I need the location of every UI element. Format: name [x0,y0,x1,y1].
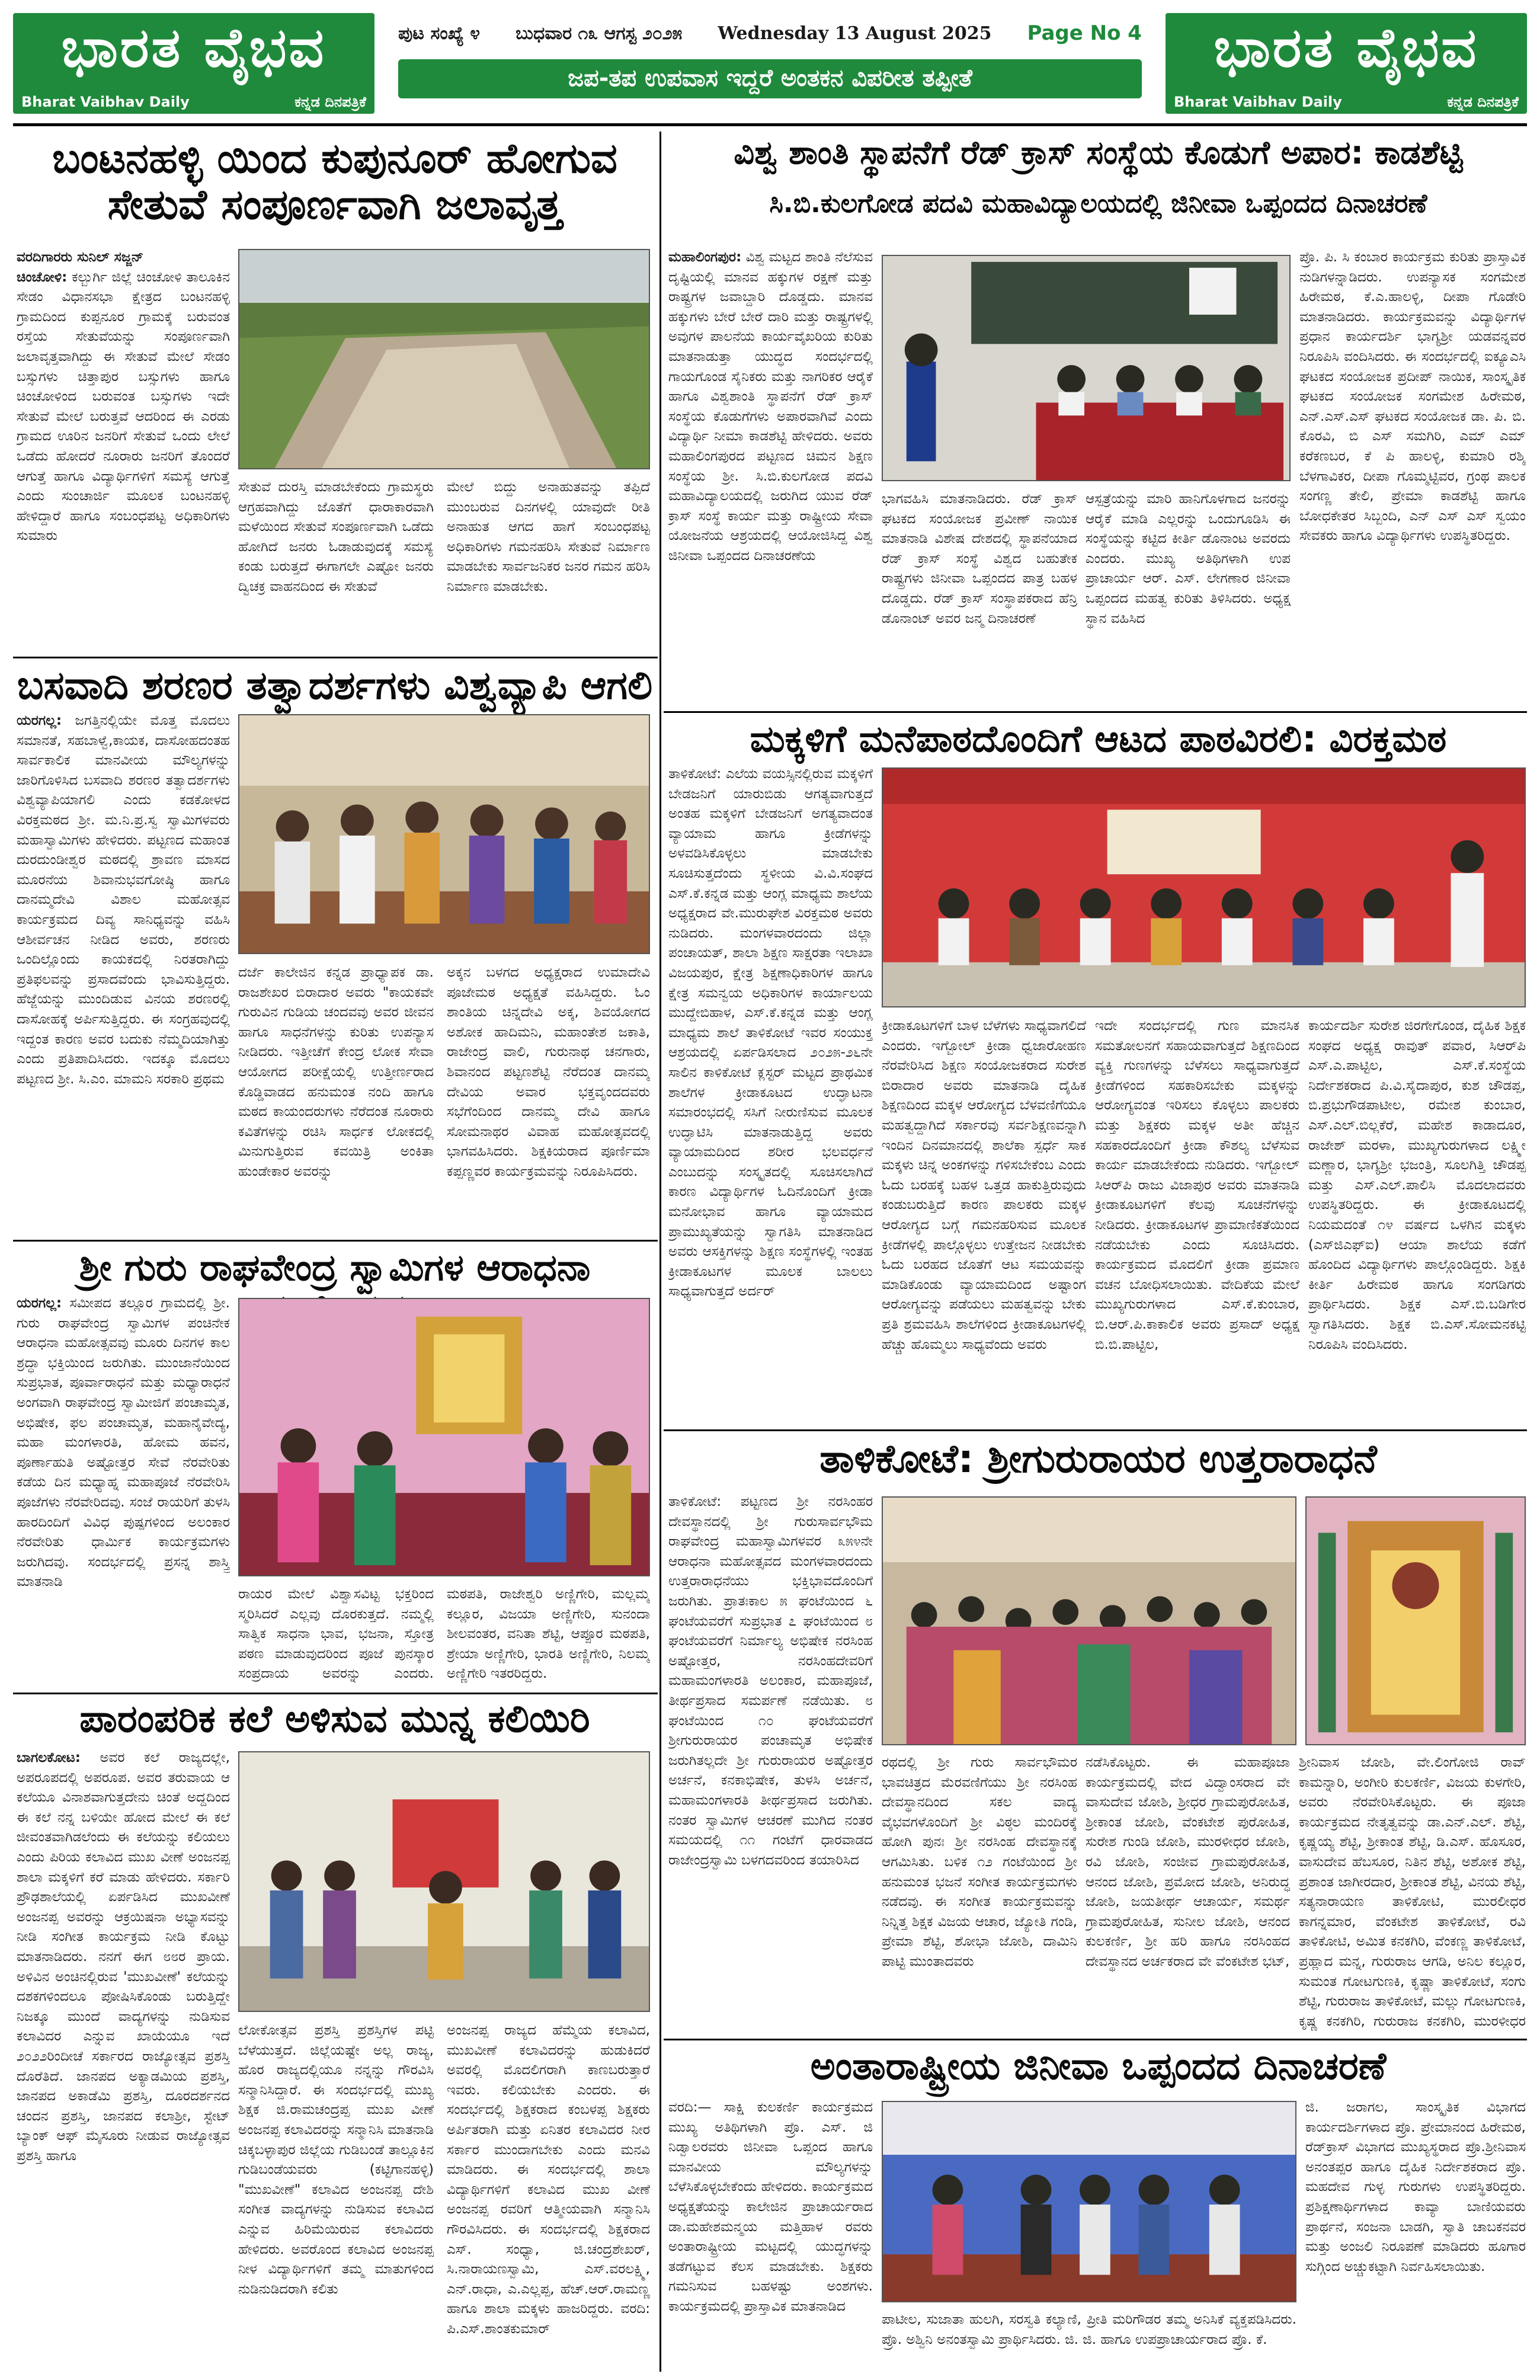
a2-dateline: ಯರಗಲ್ಲ: [17,713,62,728]
b3-col1: ತಾಳಿಕೋಟೆ: ಪಟ್ಟಣದ ಶ್ರೀ ನರಸಿಂಹರ ದೇವಸ್ಥಾನದಲ್ಲಿ ಶ್ರೀ ಗುರುಸಾರ್ವಭೌಮ ರಾಘವೇಂದ್ರ ಮಹಾಸ್ವಾಮಿಗಳವರ ೩೫೪ನೇ ಆರಾಧನಾ ಮಹೋತ್ಸವದ ಮಂಗಳವಾರದಂದು ಉತ್ತರಾರಾಧನೆಯು ಭಕ್ತಿಭಾವದೊಂದಿಗೆ ಜರುಗಿತು. ಪ್ರಾತಃಕಾಲ ೫ ಘಂಟೆಯಿಂದ ೬ ಘಂಟೆಯವರೆಗೆ ಸುಪ್ರಭಾತ ೭ ಘಂಟೆಯಿಂದ ೮ ಘಂಟೆಯವರೆಗೆ ನಿರ್ಮಾಲ್ಯ ಅಭಿಷೇಕ ನರಸಿಂಹ ಅಷ್ಟೋತ್ತರ, ನರಸಿಂಹದೇವರಿಗೆ ಮಹಾಮಂಗಳಾರತಿ ಅಲಂಕಾರ, ಮಹಾಪೂಜೆ, ತೀರ್ಥಪ್ರಸಾದ ಸಮರ್ಪಣೆ ನಡೆಯಿತು. ೮ ಘಂಟೆಯಿಂದ ೧೦ ಘಂಟೆಯವರೆಗೆ ಶ್ರೀಗುರುರಾಯರ ಪಂಚಾಮೃತ ಅಭಿಷೇಕ ಜರುಗಿತಲ್ಲದೇ ಶ್ರೀ ಗುರುರಾಯರ ಅಷ್ಟೋತ್ತರ ಅರ್ಚನೆ, ಕನಕಾಭಿಷೇಕ, ತುಳಸಿ ಅರ್ಚನೆ, ಮಹಾಮಂಗಳಾರತಿ ತೀರ್ಥಪ್ರಸಾದ ಜರುಗಿತು. ನಂತರ ಸ್ವಾಮಿಗಳ ಆಚರಣೆ ಮುಗಿದ ನಂತರ ಸಮಯದಲ್ಲಿ ೧೧ ಗಂಟೆಗೆ ಧಾರವಾಡದ ರಾಜೇಂದ್ರಸ್ವಾಮಿ ಬಳಗದವರಿಂದ ತಯಾರಿಸಿದ [668,1494,873,1868]
a4-col1-text: ಅವರ ಕಲೆ ರಾಜ್ಯದಲ್ಲೇ, ಅಪರೂಪದಲ್ಲಿ ಅಪರೂಪ. ಅವರ ತರುವಾಯ ಆ ಕಲೆಯೂ ವಿನಾಶವಾಗುತ್ತದೇನು ಚಿಂತೆ ಅದ್ದದಿಂದ ಈ ಕಲೆ ನನ್ನ ಬಳಿಯೇ ಹೋದ ಮೇಲೆ ಈ ಕಲೆ ಜೀವಂತವಾಗಿಡಲೆಂದು ಈ ಕಲೆಯನ್ನು ಕಲಿಯಲು ಎಂದು ಪಿರಿಯ ಕಲಾವಿದ ಮುಖ ವೀಣೆ ಅಂಜನಪ್ಪ ಶಾಲಾ ಮಕ್ಕಳಿಗೆ ಕರೆ ಮಾಡು ಹೇಳಿದರು. ಸರ್ಕಾರಿ ಪ್ರೌಢಶಾಲೆಯಲ್ಲಿ ಏರ್ಪಡಿಸಿದ ಮುಖವೀಣೆ ಅಂಜನಪ್ಪ ಅವರನ್ನು ಆಕ್ರಯಿಷನಾ ಅಭ್ಯಾಸವನ್ನು ನೀಡಿ ಸಂಗೀತ ಕಾರ್ಯಕ್ರಮ ನೀಡಿ ಕೊಟ್ಟು ಮಾತನಾಡಿದರು. ನನಗೆ ಈಗ ೮೮ರ ಪ್ರಾಯ. ಅಳಿವಿನ ಅಂಚಿನಲ್ಲಿರುವ 'ಮುಖವೀಣೆ' ಕಲೆಯನ್ನು ದಶಕಗಳಿಂದಲೂ ಪೋಷಿಸಿಕೊಂಡು ಬರುತ್ತಿದ್ದೇ ನಿಜಕ್ಕೂ ಮುಂದೆ ವಾದ್ಯಗಳನ್ನು ನುಡಿಸುವ ಕಲಾವಿದರ ಎನ್ನುವ ಖಾಯೆಯೂ ಇದೆ ೨೦೨೨ರಿಂದೀಚೆ ಸರ್ಕಾರದ ರಾಜ್ಯೋತ್ಸವ ಪ್ರಶಸ್ತಿ ದೊರೆತಿದೆ. ಜಾನಪದ ಅಕ್ಯಾಡಮಿಯ ಪ್ರಶಸ್ತಿ, ಜಾನಪದ ಅಕಾಡೆಮಿ ಪ್ರಶಸ್ತಿ, ದೂರದರ್ಶನದ ಚಂದನ ಪ್ರಶಸ್ತಿ, ಜಾನಪದ ಕಲಾಶ್ರೀ, ಸ್ಟೇಟ್ ಬ್ಯಾಂಕ್ ಆಫ್ ಮೈಸೂರು ನೀಡುವ ರಾಜ್ಯೋತ್ಸವ ಪ್ರಶಸ್ತಿ ಹಾಗೂ [17,1750,230,2164]
a2-bottom-rule [13,1240,658,1242]
column-divider [659,132,661,2372]
group-photo-art [239,1752,649,2011]
masthead-rule [13,123,1527,126]
a1-photo-flooded-bridge [238,249,650,469]
b4-col3: ಜಿ. ಜರಾಗಲ, ಸಾಂಸ್ಕೃತಿಕ ವಿಭಾಗದ ಕಾರ್ಯದರ್ಶಿಗಳಾದ ಪ್ರೊ. ಪ್ರೇಮಾನಂದ ಹಿರೇಮಠ, ರೆಡ್‌ಕ್ರಾಸ್ ವಿಭಾಗದ ಮುಖ್ಯಸ್ಥರಾದ ಪ್ರೊ.ಶ್ರೀನಿವಾಸ ಅನಂತಪ್ಪರ ಹಾಗೂ ದೈಹಿಕ ನಿರ್ದೇಶಕರಾದ ಪ್ರೊ. ಮಹದೇವ ಗುಳ್ಳ ಗುರುಗಳು ಉಪಸ್ಥಿತರಿದ್ದರು. ಪ್ರಶಿಕ್ಷಣಾರ್ಥಿಗಳಾದ ಕಾವ್ಯಾ ಬಾಣಿಯವರು ಪ್ರಾರ್ಥನೆ, ಸಂಜನಾ ಬಾಡಗಿ, ಸ್ವಾತಿ ಚಾಬಕನವರ ಮತ್ತು ಅಂಜಲಿ ನಿರೂಪಣೆ ಮಾಡಿದರು ಹೂಗಾರ ಸುಗ್ಗಿಂದ ಅಚ್ಚುಕಟ್ಟಾಗಿ ನಿರ್ವಹಿಸಲಾಯಿತು. [1305,2100,1526,2275]
b3-col3: ನಡೆಸಿಕೊಟ್ಟರು. ಈ ಮಹಾಪೂಜಾ ಕಾರ್ಯಕ್ರಮದಲ್ಲಿ ವೇದ ವಿದ್ವಾಂಸರಾದ ವೇ ವಾಸುದೇವ ಜೋಶಿ, ಶ್ರೀಧರ ಗ್ರಾಮಪುರೋಹಿತ, ಶ್ರೀಕಾಂತ ಜೋಶಿ, ವೆಂಕಟೇಶ ಪುರೋಹಿತ, ಸುರೇಶ ಗುಂಡಿ ಜೋಶಿ, ಮುರಳೀಧರ ಜೋಶಿ, ರವಿ ಜೋಶಿ, ಸಂಜೀವ ಗ್ರಾಮಪುರೋಹಿತ, ಆನಂದ ಜೋಶಿ, ಪ್ರಮೋದ ಜೋಶಿ, ಅನಿರುದ್ಧ ಜೋಶಿ, ಜಯತೀರ್ಥ ಆಚಾರ್ಯ, ಸಮರ್ಥ ಗ್ರಾಮಪುರೋಹಿತ, ಸುನೀಲ ಜೋಶಿ, ಆನಂದ ಕುಲಕರ್ಣಿ, ಶ್ರೀ ಹರಿ ಹಾಗೂ ನರಸಿಂಹದ ದೇವಸ್ಥಾನದ ಅರ್ಚಕರಾದ ವೇ ವೆಂಕಟೇಶ ಭಟ್, [1086,1755,1290,1969]
pooja-photo-art [239,1299,649,1575]
a3-col3: ಮಠಪತಿ, ರಾಜೇಶ್ವರಿ ಅಣ್ಣಿಗೇರಿ, ಮಲ್ಲಮ್ಮ ಕಲ್ಲೂರ, ವಿಜಯಾ ಅಣ್ಣಿಗೇರಿ, ಸುನಂದಾ ಶೀಲವಂತರ, ವನಿತಾ ಶೆಟ್ಟಿ, ಆಪ್ಪೂರ ಮಠಪತಿ, ಶ್ರೇಯಾ ಅಣ್ಣಿಗೇರಿ, ಭಾರತಿ ಅಣ್ಣಿಗೇರಿ, ನಿಲಮ್ಮ ಅಣ್ಣಿಗೇರಿ ಇತರರಿದ್ದರು. [447,1586,650,1682]
b1-col1-text: ವಿಶ್ವ ಮಟ್ಟದ ಶಾಂತಿ ನೆಲೆಸುವ ದೃಷ್ಟಿಯಲ್ಲಿ ಮಾನವ ಹಕ್ಕುಗಳ ರಕ್ಷಣೆ ಮತ್ತು ರಾಷ್ಟ್ರಗಳ ಜವಾಬ್ದಾರಿ ದೊಡ್ಡದು. ಮಾನವ ಹಕ್ಕುಗಳು ಬೇರೆ ಬೇರೆ ದಾರಿ ಮತ್ತು ರಾಷ್ಟ್ರಗಳಲ್ಲಿ ಅವುಗಳ ಪಾಲನೆಯ ಕಾರ್ಯವೈಖರಿಯ ಕುರಿತು ಮಾತನಾಡುತ್ತಾ ಯುದ್ಧದ ಸಂದರ್ಭದಲ್ಲಿ ಗಾಯಗೊಂಡ ಸೈನಿಕರು ಮತ್ತು ನಾಗರಿಕರ ಆರೈಕೆ ಹಾಗೂ ವಿಶ್ವಶಾಂತಿ ಸ್ಥಾಪನೆಗೆ ರೆಡ್ ಕ್ರಾಸ್ ಸಂಸ್ಥೆಯ ಕೊಡುಗೆಗಳು ಅಪಾರವಾಗಿವೆ ಎಂದು ವಿದ್ಯಾರ್ಥಿ ನೀಮಾ ಕಾಡಶೆಟ್ಟಿ ಹೇಳಿದರು. ಅವರು ಮಹಾಲಿಂಗಪುರದ ಪಟ್ಟಣದ ಚಿಮನ ಶಿಕ್ಷಣ ಸಂಸ್ಥೆಯ ಶ್ರೀ. ಸಿ.ಬಿ.ಕುಲಗೋಡ ಪದವಿ ಮಹಾವಿದ್ಯಾಲಯದಲ್ಲಿ ಜರುಗಿದ ಯುವ ರೆಡ್ ಕ್ರಾಸ್ ಸಂಸ್ಥೆ ಕಾರ್ಯ ಮತ್ತು ರಾಷ್ಟ್ರೀಯ ಸೇವಾ ಯೋಜನೆಯ ಆಶ್ರಯದಲ್ಲಿ ಆಯೋಜಿಸಿದ್ದ ವಿಶ್ವ ಜಿನೀವಾ ಒಪ್ಪಂದದ ದಿನಾಚರಣೆಯ [668,249,873,564]
idol-photo-art [1307,1498,1525,1744]
b1-col2: ಭಾಗವಹಿಸಿ ಮಾತನಾಡಿದರು. ರೆಡ್ ಕ್ರಾಸ್ ಘಟಕದ ಸಂಯೋಜಕ ಪ್ರವೀಣ್ ನಾಯಿಕ ಮಾತನಾಡಿ ವಿಶೇಷ ದೇಶದಲ್ಲಿ ಸ್ಥಾಪನೆಯಾದ ರೆಡ್ ಕ್ರಾಸ್ ಸಂಸ್ಥೆ ವಿಶ್ವದ ಬಹುತೇಕ ರಾಷ್ಟ್ರಗಳು ಜಿನೀವಾ ಒಪ್ಪಂದದ ಪಾತ್ರ ಬಹಳ ದೊಡ್ಡದು. ರೆಡ್ ಕ್ರಾಸ್ ಸಂಸ್ಥಾಪಕರಾದ ಹೆನ್ರಿ ಡೊನಾಂಟ್ ಅವರ ಜನ್ಮ ದಿನಾಚರಣೆ [882,491,1077,626]
b3-bottom-rule [664,2039,1527,2040]
logo-en: Bharat Vaibhav Daily [21,94,190,110]
logo-text: ಭಾರತ ವೈಭವ [61,16,326,79]
b3-photo-idol [1305,1496,1526,1745]
logo-tag: ಕನ್ನಡ ದಿನಪತ್ರಿಕೆ [294,94,366,110]
b1-col1 [668,248,873,704]
a4-col1 [17,1748,230,2371]
a3-dateline: ಯರಗಲ್ಲ: [17,1295,62,1311]
logo-en: Bharat Vaibhav Daily [1174,94,1342,110]
b4-col2: ಪಾಟೀಲ, ಸುಜಾತಾ ಹುಲಗಿ, ಸರಸ್ವತಿ ಕಲ್ಯಾಣಿ, ಪ್ರೀತಿ ಮರಿಗೌಡರ ತಮ್ಮ ಅನಿಸಿಕೆ ವ್ಯಕ್ತಪಡಿಸಿದರು. ಪ್ರೊ. ಅಶ್ವಿನಿ ಅನಂತಸ್ವಾಮಿ ಪ್ರಾರ್ಥಿಸಿದರು. ಜಿ. ಜಿ. ಹಾಗೂ ಉಪಪ್ರಾಚಾರ್ಯರಾದ ಪ್ರೊ. ಕೆ. [882,2312,1296,2347]
a1-byline: ವರದಿಗಾರರು ಸುನಿಲ್ ಸಜ್ಜನ್ [17,249,144,265]
a2-photo-felicitation [238,714,650,954]
a2-headline: ಬಸವಾದಿ ಶರಣರ ತತ್ವಾದರ್ಶಗಳು ವಿಶ್ವವ್ಯಾಪಿ ಆಗಲಿ [17,663,653,708]
a3-bottom-rule [13,1693,658,1694]
stage-photo-art [883,2102,1295,2301]
b3-photo-temple-crowd [882,1496,1296,1745]
a4-col2: ಲೋಕೋತ್ಸವ ಪ್ರಶಸ್ತಿ ಪ್ರಶಸ್ತಿಗಳ ಪಟ್ಟಿ ಬೆಳೆಯುತ್ತದೆ. ಜಿಲ್ಲೆಯಷ್ಟೇ ಅಲ್ಲ ರಾಜ್ಯ, ಹೊರ ರಾಜ್ಯದಲ್ಲಿಯೂ ನನ್ನನ್ನು ಗೌರವಿಸಿ ಸನ್ಮಾನಿಸಿದ್ದಾರೆ. ಈ ಸಂದರ್ಭದಲ್ಲಿ ಮುಖ್ಯ ಶಿಕ್ಷಕ ಜಿ.ರಾಮಚಂದ್ರಪ್ಪ ಮುಖ ವೀಣೆ ಅಂಜನಪ್ಪ ಕಲಾವಿದರನ್ನು ಸನ್ಮಾನಿಸಿ ಮಾತನಾಡಿ ಚಿಕ್ಕಬಳ್ಳಾಪುರ ಜಿಲ್ಲೆಯ ಗುಡಿಬಂಡೆ ತಾಲ್ಲೂಕಿನ ಗುಡಿಬಂಡೆಯವರು (ಕಟ್ಟಿಗಾನಹಳ್ಳಿ) "ಮುಖವೀಣೆ" ಕಲಾವಿದ ಅಂಜನಪ್ಪ ದೇಶಿ ಸಂಗೀತ ವಾದ್ಯಗಳನ್ನು ನುಡಿಸುವ ಕಲಾವಿದ ಎನ್ನುವ ಹಿರಿಮೆಯಿರುವ ಕಲಾವಿದರು ಹೇಳಿದರು. ಅವರೊಂದ ಕಲಾವಿದ ಅಂಜನಪ್ಪ ನೀಳ ವಿದ್ಯಾರ್ಥಿಗಳಿಗೆ ತಮ್ಮ ಮಾತುಗಳಿಂದ ನುಡಿನುಡಿದರಾಗಿ ಕಲಿತು [238,2023,434,2297]
a1-col1-text: ಕಲ್ಬುರ್ಗಿ ಜಿಲ್ಲೆ ಚಿಂಚೋಳಿ ತಾಲೂಕಿನ ಸೇಡಂ ವಿಧಾನಸಭಾ ಕ್ಷೇತ್ರದ ಬಂಟನಹಳ್ಳಿ ಗ್ರಾಮದಿಂದ ಕುಪ್ಪನೂರ ಗ್ರಾಮಕ್ಕೆ ಬರುವಂತ ರಸ್ತೆಯ ಸೇತುವೆಯನ್ನು ಸಂಪೂರ್ಣವಾಗಿ ಜಲಾವೃತ್ತವಾಗಿದ್ದು ಈ ಸೇತುವೆ ಮೇಲೆ ಸೇಡಂ ಬಸ್ಸುಗಳು ಚಿತ್ತಾಪುರ ಬಸ್ಸುಗಳು ಹಾಗೂ ಚಿಂಚೋಳಿಂದ ಬರುವಂತ ಬಸ್ಸುಗಳು ಇದೇ ಸೇತುವೆ ಮೇಲೆ ಬರುತ್ತವೆ ಆದರಿಂದ ಈ ಎರಡು ಗ್ರಾಮದ ಊರಿನ ಜನರಿಗೆ ಸೇತುವೆ ಒಂದು ಲೇಲೆ ಒಡೆದು ಹೋದರೆ ನೂರಾರು ಜನರಿಗೆ ತೊಂದರೆ ಆಗುತ್ತೆ ಹಾಗೂ ವಿದ್ಯಾರ್ಥಿಗಳಿಗೆ ಸಮಸ್ಯೆ ಆಗುತ್ತೆ ಎಂದು ಸುಂಚಾರ್ಜಿ ಮೂಲಕ ಬಂಟನಹಳ್ಳಿ ಹೇಳಿದ್ದಾರೆ ಹಾಗೂ ಸಂಬಂಧಪಟ್ಟ ಅಧಿಕಾರಿಗಳು ಸುಮಾರು [17,269,230,544]
seminar-photo-art [883,256,1289,480]
date-english: Wednesday 13 August 2025 [718,23,992,44]
b2-col3: ಇದೇ ಸಂದರ್ಭದಲ್ಲಿ ಗುಣ ಮಾನಸಿಕ ಸಮತೋಲನಗೆ ಸಹಾಯವಾಗುತ್ತದೆ ಶಿಕ್ಷಣದಿಂದ ವ್ಯಕ್ತಿ ಗುಣಗಳನ್ನು ಬೆಳೆಸಲು ಸಾಧ್ಯವಾಗುತ್ತದೆ ಕ್ರೀಡೆಗಳಿಂದ ಸಹಕಾರಿಸಬೇಕು ಮಕ್ಕಳನ್ನು ಆರೋಗ್ಯವಂತ ಇರಿಸಲು ಕೊಳ್ಳಲು ಪಾಲಕರು ಮತ್ತು ಶಿಕ್ಷಕರು ಮಕ್ಕಳ ಅತೀ ಹೆಚ್ಚಿನ ಸಹಕಾರದೊಂದಿಗೆ ಕ್ರೀಡಾ ಕೌಶಲ್ಯ ಬೆಳೆಸುವ ಕಾರ್ಯ ಮಾಡಬೇಕೆಂದು ನುಡಿದರು. ಇಗ್ಬೋಲ್ ಸಿಆರ್‌ಪಿ ರಾಜು ವಿಜಾಪುರ ಅವರು ಮಾತನಾಡಿ ಕ್ರೀಡಾಕೂಟಗಳಿಗೆ ಕೆಲವು ಸೂಚನೆಗಳನ್ನು ನೀಡಿದರು. ಕ್ರೀಡಾಕೂಟಗಳ ಪ್ರಾಮಾಣಿಕತೆಯಿಂದ ನಡೆಯಬೇಕು ಎಂದು ಸೂಚಿಸಿದರು. ಕಾರ್ಯಕ್ರಮದ ಮೊದಲಿಗೆ ಕ್ರೀಡಾ ಪ್ರಮಾಣ ವಚನ ಬೋಧಿಸಲಾಯಿತು. ವೇದಿಕೆಯ ಮೇಲೆ ಮುಖ್ಯಗುರುಗಳಾದ ಎಸ್.ಕೆ.ಕುಂಬಾರ, ಬಿ.ಆರ್.ಪಿ.ಕಾಕಾಲಿಕ ಅವರು ಪ್ರಸಾದ್ ಅಧ್ಯಕ್ಷ ಬಿ.ಬಿ.ಪಾಟ್ಟಿಲ, [1095,1018,1299,1352]
a4-col3: ಅಂಜನಪ್ಪ ರಾಜ್ಯದ ಹೆಮ್ಮೆಯ ಕಲಾವಿದ, ಮುಖವೀಣೆ ಕಲಾವಿದರನ್ನು ಹುಡುಕಿದರೆ ಅವರಲ್ಲಿ ಮೊದಲಿಗರಾಗಿ ಕಾಣಬರುತ್ತಾರೆ ಇವರು. ಕಲಿಯಬೇಕು ಎಂದರು. ಈ ಸಂದರ್ಭದಲ್ಲಿ ಶಿಕ್ಷಕರಾದ ಕಂಬಳಪ್ಪ ಶಿಕ್ಷಕರು ಅರ್ಪಿತರಾಗಿ ಮತ್ತು ಏನಿತರ ಕಲಾವಿದರ ನೀರ ಸರ್ಕಾರ ಮುಂದಾಗಬೇಕು ಎಂದು ಮನವಿ ಮಾಡಿದರು. ಈ ಸಂದರ್ಭದಲ್ಲಿ ಶಾಲಾ ವಿದ್ಯಾರ್ಥಿಗಳಿಗೆ ಕಲಾವಿದ ಮುಖ ವೀಣೆ ಅಂಜನಪ್ಪ ರವರಿಗೆ ಆತ್ಮೀಯವಾಗಿ ಸನ್ಮಾನಿಸಿ ಗೌರವಿಸಿದರು. ಈ ಸಂದರ್ಭದಲ್ಲಿ ಶಿಕ್ಷಕರಾದ ಎಸ್. ಸಂಧ್ಯಾ, ಜಿ.ಚಂದ್ರಶೇಖರ್, ಸಿ.ನಾರಾಯಣಸ್ವಾಮಿ, ಎಸ್.ವರಲಕ್ಷ್ಮಿ, ಎನ್.ರಾಧಾ, ಎ.ಎಲ್ಲಪ್ಪ, ಹೆಚ್.ಆರ್.ರಾಮಣ್ಣ ಹಾಗೂ ಶಾಲಾ ಮಕ್ಕಳು ಹಾಜರಿದ್ದರು. ವರದಿ: ಪಿ.ಎಸ್.ಶಾಂತಕುಮಾರ್ [447,2023,650,2337]
felicitation-photo-art [239,715,649,953]
b1-subheadline: ಸಿ.ಬಿ.ಕುಲಗೋಡ ಪದವಿ ಮಹಾವಿದ್ಯಾಲಯದಲ್ಲಿ ಜಿನೀವಾ ಒಪ್ಪಂದದ ದಿನಾಚರಣೆ [769,188,1427,219]
b1-dateline: ಮಹಾಲಿಂಗಪುರ: [668,249,742,265]
b1-photo-seminar [882,255,1291,481]
a2-col3: ಅಕ್ಕನ ಬಳಗದ ಅಧ್ಯಕ್ಷರಾದ ಉಮಾದೇವಿ ಪೂಜೇಮಠ ಅಧ್ಯಕ್ಷತೆ ವಹಿಸಿದ್ದರು. ಓಂ ಶಾಂತಿಯ ಚಿನ್ನದೇವಿ ಅಕ್ಕ, ಶಿವಯೋಗದ ಅಶೋಕ ಹಾದಿಮನಿ, ಮಹಾಂತೇಶ ಜಕಾತಿ, ರಾಜೇಂದ್ರ ವಾಲಿ, ಗುರುನಾಥ ಚನಗಾರು, ಶಿವಾನಂದ ಪಟ್ಟಣಶೆಟ್ಟಿ ನೆರೆದಂತ ದಾನಮ್ಮ ದೇವಿಯ ಅವಾರ ಭಕ್ತವೃಂದದವರು ಸಭೆಗೆಂದಿಂದ ದಾನಮ್ಮ ದೇವಿ ಹಾಗೂ ಸೋಮನಾಥರ ವಿವಾಹ ಮಹೋತ್ಸವದಲ್ಲಿ ಭಾಗವಹಿಸಿದರು. ಶಿಕ್ಷಕಿಯರಾದ ಪೂರ್ಣಿಮಾ ಕಪ್ಪಣ್ಣವರ ಕಾರ್ಯಕ್ರಮವನ್ನು ನಿರೂಪಿಸಿದರು. [447,965,650,1179]
b2-col4: ಕಾರ್ಯದರ್ಶಿ ಸುರೇಶ ಜಿರಗೇಗೊಂಡ, ದೈಹಿಕ ಶಿಕ್ಷಕ ಸಂಘದ ಅಧ್ಯಕ್ಷ ರಾವುತ್ ಪವಾರ, ಸಿಆರ್‌ಪಿ ಎಸ್.ಎ.ಪಾಟ್ಟಿಲ, ಎಸ್.ಕೆ.ಸಂಸ್ಥೆಯ ನಿರ್ದೇಶಕರಾದ ಪಿ.ವಿ.ಸೈದಾಪುರ, ಕುಶ ಚೌಡಪ್ಪ, ಬಿ.ಪ್ರಭುಗೌಡಪಾಟೀಲ, ರಮೇಶ ಕುಂಬಾರ, ಎಸ್.ಎಲ್.ಬಿಲ್ಲಕೆರೆ, ಮಹೇಶ ಕಾಡಾದೂರ, ರಾಜೇಶ್ ಮರಳಾ, ಮುಖ್ಯಗುರುಗಳಾದ ಲಕ್ಷ್ಮೀ ಮಣ್ಣಾರ, ಭಾಗ್ಯಶ್ರೀ ಭಜಂತ್ರಿ, ಸೂಲಗಿತ್ತಿ ಚೌಡಪ್ಪ ಮತ್ತು ಎಸ್.ಎಲ್.ಪಾಲಿಸಿ ಮೊದಲಾದವರು ಉಪಸ್ಥಿತರಿದ್ದರು. ಈ ಕ್ರೀಡಾಕೂಟದಲ್ಲಿ ನಿಯಮದಂತೆ ೧೪ ವರ್ಷದ ಒಳಗಿನ ಮಕ್ಕಳು (ಎಸ್‌ಜಿಎಫ್‌ಐ) ಆಯಾ ಶಾಲೆಯ ಕಡೆಗೆ ಹೊಂದಿದ ವಿದ್ಯಾರ್ಥಿಗಳು ಪಾಲ್ಗೊಂಡಿದ್ದರು. ಶಿಕ್ಷಕಿ ಕೀರ್ತಿ ಹಿರೇಮಠ ಹಾಗೂ ಸಂಗಡಿಗರು ಪ್ರಾರ್ಥಿಸಿದರು. ಶಿಕ್ಷಕ ಎಸ್.ಬಿ.ಬಡಿಗೇರ ಸ್ವಾಗತಿಸಿದರು. ಶಿಕ್ಷಕ ಬಿ.ಎಸ್.ಸೋಮನಕಟ್ಟಿ ನಿರೂಪಿಸಿ ವಂದಿಸಿದರು. [1308,1018,1526,1352]
issue-info-row [398,17,1142,50]
a1-col2: ಸೇತುವೆ ದುರಸ್ತಿ ಮಾಡಬೇಕೆಂದು ಗ್ರಾಮಸ್ಥರು ಆಗ್ರಹವಾಗಿದ್ದು ಜೊತೆಗೆ ಧಾರಾಕಾರವಾಗಿ ಮಳೆಯಿಂದ ಸೇತುವೆ ಸಂಪೂರ್ಣವಾಗಿ ಒಡೆದು ಹೋಗಿದೆ ಜನರು ಓಡಾಡುವುದಕ್ಕೆ ಸಮಸ್ಯೆ ಕಂಡು ಬರುತ್ತದೆ ಈಗಾಗಲೇ ಎಷ್ಟೋ ಜನರು ದ್ವಿಚಕ್ರ ವಾಹನದಿಂದ ಈ ಸೇತುವೆ [238,479,434,594]
b2-bottom-rule [664,1429,1527,1431]
a2-col1 [17,711,230,1233]
date-kannada: ಬುಧವಾರ ೧೩ ಆಗಸ್ಟ ೨೦೨೫ [516,23,683,44]
a3-col1-text: ಸಮೀಪದ ತಲ್ಲೂರ ಗ್ರಾಮದಲ್ಲಿ ಶ್ರೀ. ಗುರು ರಾಘವೇಂದ್ರ ಸ್ವಾಮಿಗಳ ಪಂಚಿನೇಕ ಆರಾಧನಾ ಮಹೋತ್ಸವವು ಮೂರು ದಿನಗಳ ಕಾಲ ಶ್ರದ್ಧಾ ಭಕ್ತಿಯಿಂದ ಜರುಗಿತು. ಮುಂಜಾನೆಯಿಂದ ಸುಪ್ರಭಾತ, ಪೂರ್ವಾರಾಧನೆ ಮತ್ತು ಮಧ್ಯಾರಾಧನೆ ಅಂಗವಾಗಿ ರಾಘವೇಂದ್ರ ಸ್ವಾಮೀಜಿಗೆ ಪಂಚಾಮೃತ, ಅಭಿಷೇಕ, ಫಲ ಪಂಚಾಮೃತ, ಮಹಾನೈವೇದ್ಯ, ಮಹಾ ಮಂಗಳಾರತಿ, ಹೋಮ ಹವನ, ಪೂರ್ಣಾಹುತಿ ಅಷ್ಟೋತ್ತರ ಸೇವೆ ನೆರವೇರಿತು ಕಡೆಯ ದಿನ ಮಧ್ಯಾಹ್ನ ಮಹಾಪೂಜೆ ನೆರವೇರಿಸಿ ಪೂಜೆಗಳು ನೆರವೇರಿದವು. ಸಂಜೆ ರಾಯರಿಗೆ ತುಳಸಿ ಹಾರದಿಂದಿಗೆ ವಿವಿಧ ಪುಷ್ಪಗಳಿಂದ ಅಲಂಕಾರ ನೆರವೇರಿತು ಧಾರ್ಮಿಕ ಕಾರ್ಯಕ್ರಮಗಳು ಜರುಗಿದವು. ಸಂದರ್ಭದಲ್ಲಿ ಪ್ರಸನ್ನ ಶಾಸ್ತ್ರಿ ಮಾತನಾಡಿ [17,1295,230,1590]
logo-sub [1174,94,1519,110]
logo-text: ಭಾರತ ವೈಭವ [1214,16,1479,79]
issue-kannada: ಪುಟ ಸಂಖ್ಯೆ ೪ [398,23,481,44]
a1-col3: ಮೇಲೆ ಬಿದ್ದು ಅನಾಹುತವನ್ನು ತಪ್ಪಿದೆ ಮುಂಬರುವ ದಿನಗಳಲ್ಲಿ ಯಾವುದೇ ರೀತಿ ಅನಾಹುತ ಆಗದ ಹಾಗೆ ಸಂಬಂಧಪಟ್ಟ ಅಧಿಕಾರಿಗಳು ಗಮನಹರಿಸಿ ಸೇತುವೆ ನಿರ್ಮಾಣ ಮಾಡಬೇಕು ಸಾರ್ವಜನಿಕರ ಜನರ ಗಮನ ಹರಿಸಿ ನಿರ್ಮಾಣ ಮಾಡಬೇಕು. [447,479,650,594]
b1-col4: ಪ್ರೊ. ಪಿ. ಸಿ ಕಂಬಾರ ಕಾರ್ಯಕ್ರಮ ಕುರಿತು ಪ್ರಾಸ್ತಾವಿಕ ನುಡಿಗಳನ್ನಾಡಿದರು. ಉಪನ್ಯಾಸಕ ಸಂಗಮೇಶ ಹಿರೇಮಠ, ಕೆ.ಎ.ಹಾಲಳ್ಳಿ, ದೀಪಾ ಗೊಡೇರಿ ಮಾತನಾಡಿದರು. ಕಾರ್ಯಕ್ರಮವನ್ನು ವಿದ್ಯಾರ್ಥಿಗಳ ಪ್ರಧಾನ ಕಾರ್ಯದರ್ಶಿ ಭಾಗ್ಯಶ್ರೀ ಯಡವನ್ನವರ ನಿರೂಪಿಸಿ ವಂದಿಸಿದರು. ಈ ಸಂದರ್ಭದಲ್ಲಿ ಐಕ್ಯೂಎಸಿ ಘಟಕದ ಸಂಯೋಜಕ ಪ್ರದೀಪ್ ನಾಯಿಕ, ಸಾಂಸ್ಕೃತಿಕ ಘಟಕದ ಸಂಯೋಜಕ ಸಂಗಮೇಶ ಹಿರೇಮಠ, ಎನ್.ಎಸ್.ಎಸ್ ಘಟಕದ ಸಂಯೋಜಕ ಡಾ. ಪಿ. ಬಿ. ಕೊರವಿ, ಬಿ ಎಸ್ ಸಮಗಿರಿ, ಎಮ್ ಎಮ್ ಕರೆಕಣಬರ, ಕೆ ಪಿ ಹಾಲಳ್ಳಿ, ಕುಮಾರಿ ರಶ್ಮಿ ಬೆಳಗಾವಿಕರ, ದೀಪಾ ಗೊಮ್ಮಟ್ಟಿವರ, ಗ್ರಂಥ ಪಾಲಕ ಸಂಗಣ್ಣ ತೇಲಿ, ಪ್ರೇಮಾ ಕಾಡಶೆಟ್ಟಿ ಹಾಗೂ ಬೋಧಕೇತರ ಸಿಬ್ಬಂದಿ, ಎನ್ ಎಸ್ ಎಸ್ ಸ್ವಯಂ ಸೇವಕರು ಹಾಗೂ ವಿದ್ಯಾರ್ಥಿಗಳು ಉಪಸ್ಥಿತರಿದ್ದರು. [1299,249,1526,544]
b3-headline: ತಾಳಿಕೋಟೆ: ಶ್ರೀಗುರುರಾಯರ ಉತ್ತರಾರಾಧನೆ [819,1436,1377,1482]
a3-photo-pooja [238,1298,650,1576]
b2-headline: ಮಕ್ಕಳಿಗೆ ಮನೆಪಾಠದೊಂದಿಗೆ ಆಟದ ಪಾಠವಿರಲಿ: ವಿರಕ್ತಮಠ [750,717,1447,760]
masthead-logo-right [1166,13,1527,114]
b4-photo-stage [882,2101,1296,2302]
a4-headline: ಪಾರಂಪರಿಕ ಕಲೆ ಅಳಿಸುವ ಮುನ್ನ ಕಲಿಯಿರಿ [79,1697,590,1741]
flood-photo-art [239,250,649,468]
b1-headline: ವಿಶ್ವ ಶಾಂತಿ ಸ್ಥಾಪನೆಗೆ ರೆಡ್ ಕ್ರಾಸ್ ಸಂಸ್ಥೆಯ ಕೊಡುಗೆ ಅಪಾರ: ಕಾಡಶೆಟ್ಟಿ [734,134,1463,171]
a1-headline: ಬಂಟನಹಳ್ಳಿ ಯಿಂದ ಕುಪುನೂರ್ ಹೋಗುವ ಸೇತುವೆ ಸಂಪೂರ್ಣವಾಗಿ ಜಲಾವೃತ್ತ [52,134,617,229]
a4-dateline: ಬಾಗಲಕೋಟ: [17,1750,81,1765]
b4-col1: ವರದಿ:— ಸಾಕ್ಷಿ ಕುಲಕರ್ಣಿ ಕಾರ್ಯಕ್ರಮದ ಮುಖ್ಯ ಅತಿಥಿಗಳಾಗಿ ಪ್ರೊ. ಎಸ್. ಜಿ ನಿಡ್ವಾಲರವರು ಜಿನೀವಾ ಒಪ್ಪಂದ ಹಾಗೂ ಮಾನವೀಯ ಮೌಲ್ಯಗಳನ್ನು ಬೆಳೆಸಿಕೊಳ್ಳಬೇಕೆಂದು ಹೇಳಿದರು. ಕಾರ್ಯಕ್ರಮದ ಅಧ್ಯಕ್ಷತೆಯನ್ನು ಕಾಲೇಜಿನ ಪ್ರಾಚಾರ್ಯರಾದ ಡಾ.ಮಹೇಶಮನ್ಮಯ ಮತ್ತಿಹಾಳ ರವರು ಅಂತಾರಾಷ್ಟ್ರೀಯ ಮಟ್ಟದಲ್ಲಿ ಯುದ್ಧಗಳನ್ನು ತಡೆಗಟ್ಟುವ ಕೆಲಸ ಮಾಡಬೇಕು. ಶಿಕ್ಷಕರು ಗಮನಿಸುವ ಬಹಳಷ್ಟು ಅಂಶಗಳು. ಕಾರ್ಯಕ್ರಮದಲ್ಲಿ ಪ್ರಾಸ್ತಾವಿಕ ಮಾತನಾಡಿದ [668,2100,873,2314]
b2-col2: ಕ್ರೀಡಾಕೂಟಗಳಿಗೆ ಬಾಳ ಬೆಳೆಗಳು ಸಾಧ್ಯವಾಗಲಿದೆ ಎಂದರು. ಇಗ್ಬೋಲ್ ಕ್ರೀಡಾ ಧ್ವಜಾರೋಹಣ ನೆರವೇರಿಸಿದ ಶಿಕ್ಷಣ ಸಂಯೋಜಕರಾದ ಸುರೇಶ ಬಿರಾದಾರ ಅವರು ಮಾತನಾಡಿ ದೈಹಿಕ ಶಿಕ್ಷಣದಿಂದ ಮಕ್ಕಳ ಆರೋಗ್ಯದ ಬೆಳವಣಿಗೆಯೂ ಮಹತ್ವದ್ದಾಗಿದೆ ಸರ್ಕಾರವು ಸರ್ವಶಿಕ್ಷಣವನ್ನಾಗಿ ಇಂದಿನ ದಿನಮಾನದಲ್ಲಿ ಶಾಲೆಕಾ ಸ್ಪರ್ಧೆ ಸಾಕ ಮಕ್ಕಳು ಚಿನ್ನ ಅಂಕಗಳನ್ನು ಗಳಿಸಬೇಕೆಂಬ ಎಂದು ಓದು ಬರಹಕ್ಕೆ ಬಹಳ ಒತ್ತಡ ಹಾಕುತ್ತಿರುವುದು ಕಂಡುಬರುತ್ತಿದೆ ಕಾರಣ ಪಾಲಕರು ಮಕ್ಕಳ ಆರೋಗ್ಯದ ಬಗ್ಗೆ ಗಮನಹರಿಸುವ ಮೂಲಕ ಕ್ರೀಡೆಗಳಲ್ಲಿ ಪಾಲ್ಗೊಳ್ಳಲು ಉತ್ತೇಜನ ನೀಡಬೇಕು ಓದು ಬರಹದ ಜೊತೆಗೆ ಆಟ ಸಮಯವನ್ನು ಮಾಡಿಕೊಂಡು ವ್ಯಾಯಾಮದಿಂದ ಅಷ್ಟಾಂಗ ಆರೋಗ್ಯವನ್ನು ಪಡೆಯಲು ಮಹತ್ವವನ್ನು ಬೇಕು ಪ್ರತಿ ಶ್ರಮವಹಿಸಿ ಶಾಲೆಗಳಿಂದ ಕ್ರೀಡಾಕೂಟಗಳಲ್ಲಿ ಹೆಚ್ಚು ಹೊಮ್ಮಲು ಸಾಧ್ಯವೆಂದು ಅವರು [882,1018,1086,1352]
sports-meet-photo-art [883,769,1525,1006]
logo-sub [21,94,366,110]
b2-photo-sports-meet [882,767,1526,1007]
temple-crowd-photo-art [883,1498,1295,1744]
b2-col1: ತಾಳಿಕೋಟೆ: ಎಲೆಯ ವಯಸ್ಸಿನಲ್ಲಿರುವ ಮಕ್ಕಳಿಗೆ ಬೇಡಜನಿಗೆ ಯಾರುಬಿಡು ಆಗತ್ಯವಾಗುತ್ತದೆ ಅಂತಹ ಮಕ್ಕಳಿಗೆ ಬೇಡಜನಿಗೆ ಅಗತ್ಯವಾದಂತ ವ್ಯಾಯಾಮ ಹಾಗೂ ಕ್ರೀಡೆಗಳನ್ನು ಅಳವಡಿಸಿಕೊಳ್ಳಲು ಮಾಡಬೇಕು ಸೂಚಿಸುತ್ತದೆಂದು ಸ್ಥಳೀಯ ವಿ.ವಿ.ಸಂಘದ ಎಸ್.ಕೆ.ಕನ್ನಡ ಮತ್ತು ಆಂಗ್ಲ ಮಾಧ್ಯಮ ಶಾಲೆಯ ಅಧ್ಯಕ್ಷರಾದ ವೇ.ಮುರುಘೇಶ ವಿರಕ್ತಮಠ ಅವರು ನುಡಿದರು. ಮಂಗಳವಾರದಂದು ಜಿಲ್ಲಾ ಪಂಚಾಯತ್, ಶಾಲಾ ಶಿಕ್ಷಣ ಸಾಕ್ಷರತಾ ಇಲಾಖಾ ವಿಜಯಪುರ, ಕ್ಷೇತ್ರ ಶಿಕ್ಷಣಾಧಿಕಾರಿಗಳ ಹಾಗೂ ಕ್ಷೇತ್ರ ಸಮನ್ವಯ ಅಧಿಕಾರಿಗಳ ಕಾರ್ಯಾಲಯ ಮುದ್ದೇಬಿಹಾಳ, ಎಸ್.ಕೆ.ಕನ್ನಡ ಮತ್ತು ಆಂಗ್ಲ ಮಾಧ್ಯಮ ಶಾಲೆ ತಾಳಿಕೋಟೆ ಇವರ ಸಂಯುಕ್ತ ಆಶ್ರಯದಲ್ಲಿ ಏರ್ಪಡಿಸಲಾದ ೨೦೨೫-೨೬ನೇ ಸಾಲಿನ ಕಾಳಿಕೋಟೆ ಕ್ಲಸ್ಟರ್ ಮಟ್ಟದ ಪ್ರಾಥಮಿಕ ಶಾಲೆಗಳ ಕ್ರೀಡಾಕೂಟದ ಉದ್ಘಾಟನಾ ಸಮಾರಂಭದಲ್ಲಿ ಸಸಿಗೆ ನೀರುಣಿಸುವ ಮೂಲಕ ಉದ್ಘಾಟಿಸಿ ಮಾತನಾಡುತ್ತಿದ್ದ ಅವರು ವ್ಯಾಯಾಮದಿಂದ ಶರೀರ ಭಲವರ್ಧನೆ ಎಂಬುದನ್ನು ಸಂಸ್ಕೃತದಲ್ಲಿ ಸೂಚಿಸಲಾಗಿದೆ ಕಾರಣ ವಿದ್ಯಾರ್ಥಿಗಳ ಓದಿನೊಂದಿಗೆ ಕ್ರೀಡಾ ಮನೋಭಾವ ಹಾಗೂ ವ್ಯಾಯಾಮದ ಪ್ರಾಮುಖ್ಯತೆಯನ್ನು ಸ್ವಾಗತಿಸಿ ಮಾತನಾಡಿದ ಅವರು ಆಸಕ್ತಿಗಳನ್ನು ಶಿಕ್ಷಣ ಸಂಸ್ಥೆಗಳಲ್ಲಿ ಇಂತಹ ಕ್ರೀಡಾಕೂಟಗಳ ಮೂಲಕ ಬಾಲಲು ಸಾಧ್ಯವಾಗುತ್ತದೆ ಅರ್ದರ್ [668,766,873,1300]
a2-col1-text: ಜಗತ್ತಿನಲ್ಲಿಯೇ ಮೊತ್ತ ಮೊದಲು ಸಮಾನತೆ, ಸಹಬಾಳ್ವೆ,ಕಾಯಕ, ದಾಸೋಹದಂತಹ ಸಾರ್ವಕಾಲಿಕ ಮಾನವೀಯ ಮೌಲ್ಯಗಳನ್ನು ಜಾರಿಗೊಳಿಸಿದ ಬಸವಾದಿ ಶರಣರ ತತ್ವಾದರ್ಶಗಳು ವಿಶ್ವವ್ಯಾಪಿಯಾಗಲಿ ಎಂದು ಕಡಕೋಳದ ವಿರಕ್ತಮಠದ ಶ್ರೀ. ಮ.ನಿ.ಪ್ರ.ಸ್ವ ಸ್ವಾಮಿಗಳವರು ಮಹಾಸ್ವಾಮಿಗಳು ಹೇಳಿದರು. ಪಟ್ಟಣದ ಮಹಾಂತ ದುರದುಂಡೀಶ್ವರ ಮಠದಲ್ಲಿ ಶ್ರಾವಣ ಮಾಸದ ಮೂರನೆಯ ಶಿವಾನುಭವಗೋಷ್ಠಿ ಹಾಗೂ ದಾನಮ್ಮದೇವಿ ವಿಶಾಲ ಮಹೋತ್ಸವ ಕಾರ್ಯಕ್ರಮದ ದಿವ್ಯ ಸಾನಿಧ್ಯವನ್ನು ವಹಿಸಿ ಆಶೀರ್ವಚನ ನೀಡಿದ ಅವರು, ಶರಣರು ಒಂದಿಲ್ಲೊಂದು ಕಾಯಕದಲ್ಲಿ ನಿರತರಾಗಿದ್ದು ಪ್ರತಿಫಲವನ್ನು ಪ್ರಸಾದವೆಂದು ಭಾವಿಸುತ್ತಿದ್ದರು. ಹೆಜ್ಜೆಯನ್ನು ಮುಂದಿಡುವ ವಿನಯ ಶರಣರಲ್ಲಿ ದಾಸೋಹಕ್ಕೆ ಅರ್ಪಿಸುತ್ತಿದ್ದರು. ಈ ಸಂಗ್ರಹವುದಲ್ಲಿ ಇದ್ದಂತ ಕಾರಣ ಅವರ ಬದುಕು ನೆಮ್ಮದಿಯಾಗಿತ್ತು ಎಂದು ಪ್ರತಿಪಾದಿಸಿದರು. ಇದಕ್ಕೂ ಮೊದಲು ಪಟ್ಟಣದ ಶ್ರೀ. ಸಿ.ಎಂ. ಮಾಮನಿ ಸರಕಾರಿ ಪ್ರಥಮ [17,713,230,1087]
a1-bottom-rule [13,657,658,658]
a1-dateline: ಚಿಂಚೋಳಿ: [17,269,68,285]
a3-col2: ರಾಯರ ಮೇಲೆ ವಿಶ್ವಾಸವಿಟ್ಟ ಭಕ್ತರಿಂದ ಸ್ಮರಿಸಿದರೆ ಎಲ್ಲವು ದೊರಕುತ್ತದೆ. ನಮ್ಮಲ್ಲಿ ಸಾತ್ವಿಕ ಸಾಧನಾ ಭಾವ, ಭಜನಾ, ಸ್ತೋತ್ರ ಪಠಣ ಮಾಡುವುದರಿಂದ ಪೂಜೆ ಪುನಸ್ಕಾರ ಸಂಪ್ರದಾಯ ಅವರನ್ನು ಎಂದರು. [238,1586,434,1682]
b4-headline: ಅಂತಾರಾಷ್ಟ್ರೀಯ ಜಿನೀವಾ ಒಪ್ಪಂದದ ದಿನಾಚರಣೆ [810,2045,1387,2088]
page-number: Page No 4 [1027,21,1142,45]
masthead-logo-left [13,13,374,114]
masthead-banner: ಜಪ-ತಪ ಉಪವಾಸ ಇದ್ದರೆ ಅಂತಕನ ವಿಪರೀತ ತಪ್ಪೀತೆ [398,59,1142,98]
a3-col1 [17,1294,230,1685]
logo-tag: ಕನ್ನಡ ದಿನಪತ್ರಿಕೆ [1447,94,1519,110]
a4-photo-group [238,1751,650,2012]
a2-col2: ದರ್ಜೆ ಕಾಲೇಜಿನ ಕನ್ನಡ ಪ್ರಾಧ್ಯಾಪಕ ಡಾ. ರಾಜಶೇಖರ ಬಿರಾದಾರ ಅವರು "ಕಾಯಕವೇ ಗುರುವಿನ ಗುಡಿಯ ಚಂದವವು ಅವರ ಜೀವನ ಹಾಗೂ ಸಾಧನೆಗಳನ್ನು ಕುರಿತು ಉಪನ್ಯಾಸ ನೀಡಿದರು. ಇತ್ತೀಚೆಗೆ ಕೇಂದ್ರ ಲೋಕ ಸೇವಾ ಆಯೋಗದ ಪರೀಕ್ಷೆಯಲ್ಲಿ ಉತ್ತೀರ್ಣರಾದ ಕೊಡ್ಡಿವಾಡದ ಹನುಮಂತ ನಂದಿ ಹಾಗೂ ಮಠದ ಕಾಯಂದರುಗಳು ನೆರೆದಂತ ನೂರಾರು ಕವಿತೆಗಳನ್ನು ರಚಿಸಿ ಸಾರ್ಧಕ ಲೋಕದಲ್ಲಿ ಮಿನುಗುತ್ತಿರುವ ಕವಯಿತ್ರಿ ಅಂಕಿತಾ ಹುಂಡೇಕಾರ ಅವರನ್ನು [238,965,434,1179]
b3-col4: ಶ್ರೀನಿವಾಸ ಜೋಶಿ, ವೇ.ಲಿಂಗೋಜಿ ರಾವ್ ಕಾಮನ್ನಾರಿ, ಅಂಗೀರಿ ಕುಲಕರ್ಣಿ, ವಿಜಯ ಕುಳಗೇರಿ, ಅವರು ನೆರವೇರಿಸಿಕೊಟ್ಟರು. ಈ ಪೂಜಾ ಕಾರ್ಯಕ್ರಮದ ನೇತೃತ್ವವನ್ನು ಡಾ.ಎನ್.ಎಲ್. ಶೆಟ್ಟಿ, ಕೃಷ್ಣಯ್ಯ ಶೆಟ್ಟಿ, ಶ್ರೀಕಾಂತ ಶೆಟ್ಟಿ, ಡಿ.ಎಸ್. ಹೊಸೂರ, ವಾಸುದೇವ ಹೆಬಸೂರ, ನಿತಿನ ಶೆಟ್ಟಿ, ಅಶೋಕ ಶೆಟ್ಟಿ, ಪ್ರಶಾಂತ ಜಾಗೀರದಾರ, ಶ್ರೀಕಾಂತ ಶೆಟ್ಟಿ, ವಿನಯ ಶೆಟ್ಟಿ, ಸತ್ಯನಾರಾಯಣ ತಾಳಿಕೋಟಿ, ಮುರಲೀಧರ ಕಾಗನ್ನಮಾರ, ವೆಂಕಟೇಶ ತಾಳಿಕೋಟೆ, ರವಿ ತಾಳಿಕೋಟಿ, ಅಮಿತ ಕನಕಗಿರಿ, ವೆಂಕಣ್ಣ ತಾಳಿಕೋಟೆ, ಪ್ರಹ್ಲಾದ ಮನ್ನ, ಗುರುರಾಜ ಆಗಡಿ, ಅನಿಲ ಕಲ್ಲೂರ, ಸುಮಂತ ಗೋಟಗುಣಕಿ, ಕೃಷ್ಣಾ ತಾಳಿಕೋಟೆ, ಸಂಗು ಶೆಟ್ಟಿ, ಗುರುರಾಜ ತಾಳಿಕೋಟೆ, ಮಲ್ಲು ಗೋಟಗುಣಕಿ, ಕೃಷ್ಣ ಕನಕಗಿರಿ, ಗುರುರಾಜ ಕನಕಗಿರಿ, ಮುರಳೀಧರ [1299,1755,1526,2029]
b1-bottom-rule [664,711,1527,713]
b3-col2: ರಥದಲ್ಲಿ ಶ್ರೀ ಗುರು ಸಾರ್ವಭೌಮರ ಭಾವಚಿತ್ರದ ಮೆರವಣಿಗೆಯು ಶ್ರೀ ನರಸಿಂಹ ದೇವಸ್ಥಾನದಿಂದ ಸಕಲ ವಾದ್ಯ ವೈಭವಗಳೊಂದಿಗೆ ಶ್ರೀ ವಿಠ್ಠಲ ಮಂದಿರಕ್ಕೆ ಹೋಗಿ ಪುನಃ ಶ್ರೀ ನರಸಿಂಹ ದೇವಸ್ಥಾನಕ್ಕೆ ಆಗಮಿಸಿತು. ಬಳಿಕ ೧೨ ಗಂಟೆಯಿಂದ ಶ್ರೀ ಹನುಮಂತ ಭಜನೆ ಸಂಗೀತ ಕಾರ್ಯಕ್ರಮಗಳು ನಡೆದವು. ಈ ಸಂಗೀತ ಕಾರ್ಯಕ್ರಮವನ್ನು ನಿನ್ನಿತ್ತ ಶಿಕ್ಷಕ ವಿಜಯ ಆಚಾರ, ಜ್ಯೋತಿ ಗಂಡಿ, ಪ್ರೇಮಾ ಶೆಟ್ಟಿ, ಶೋಭಾ ಜೋಶಿ, ದಾಮಿನಿ ಪಾಟ್ಟಿ ಮುಂತಾದವರು [882,1755,1077,1969]
b1-col3: ಆಸ್ಪತ್ರೆಯನ್ನು ಮಾರಿ ಹಾನಿಗೊಳಗಾದ ಜನರನ್ನು ಆರೈಕೆ ಮಾಡಿ ಎಲ್ಲರನ್ನು ಒಂದುಗೂಡಿಸಿ ಈ ಸಂಸ್ಥೆಯನ್ನು ಕಟ್ಟಿದ ಕೀರ್ತಿ ಡೊನಾಂಟ ಅವರದು ಎಂದರು. ಮುಖ್ಯ ಅತಿಥಿಗಳಾಗಿ ಉಪ ಪ್ರಾಚಾರ್ಯ ಆರ್. ಎಸ್. ಲೇಗಣಾರ ಜಿನೀವಾ ಒಪ್ಪಂದದ ಮಹತ್ವ ಕುರಿತು ತಿಳಿಸಿದರು. ಅಧ್ಯಕ್ಷ ಸ್ಥಾನ ವಹಿಸಿದ [1086,491,1291,626]
a3-headline: ಶ್ರೀ ಗುರು ರಾಘವೇಂದ್ರ ಸ್ವಾಮಿಗಳ ಆರಾಧನಾ [79,1246,591,1289]
